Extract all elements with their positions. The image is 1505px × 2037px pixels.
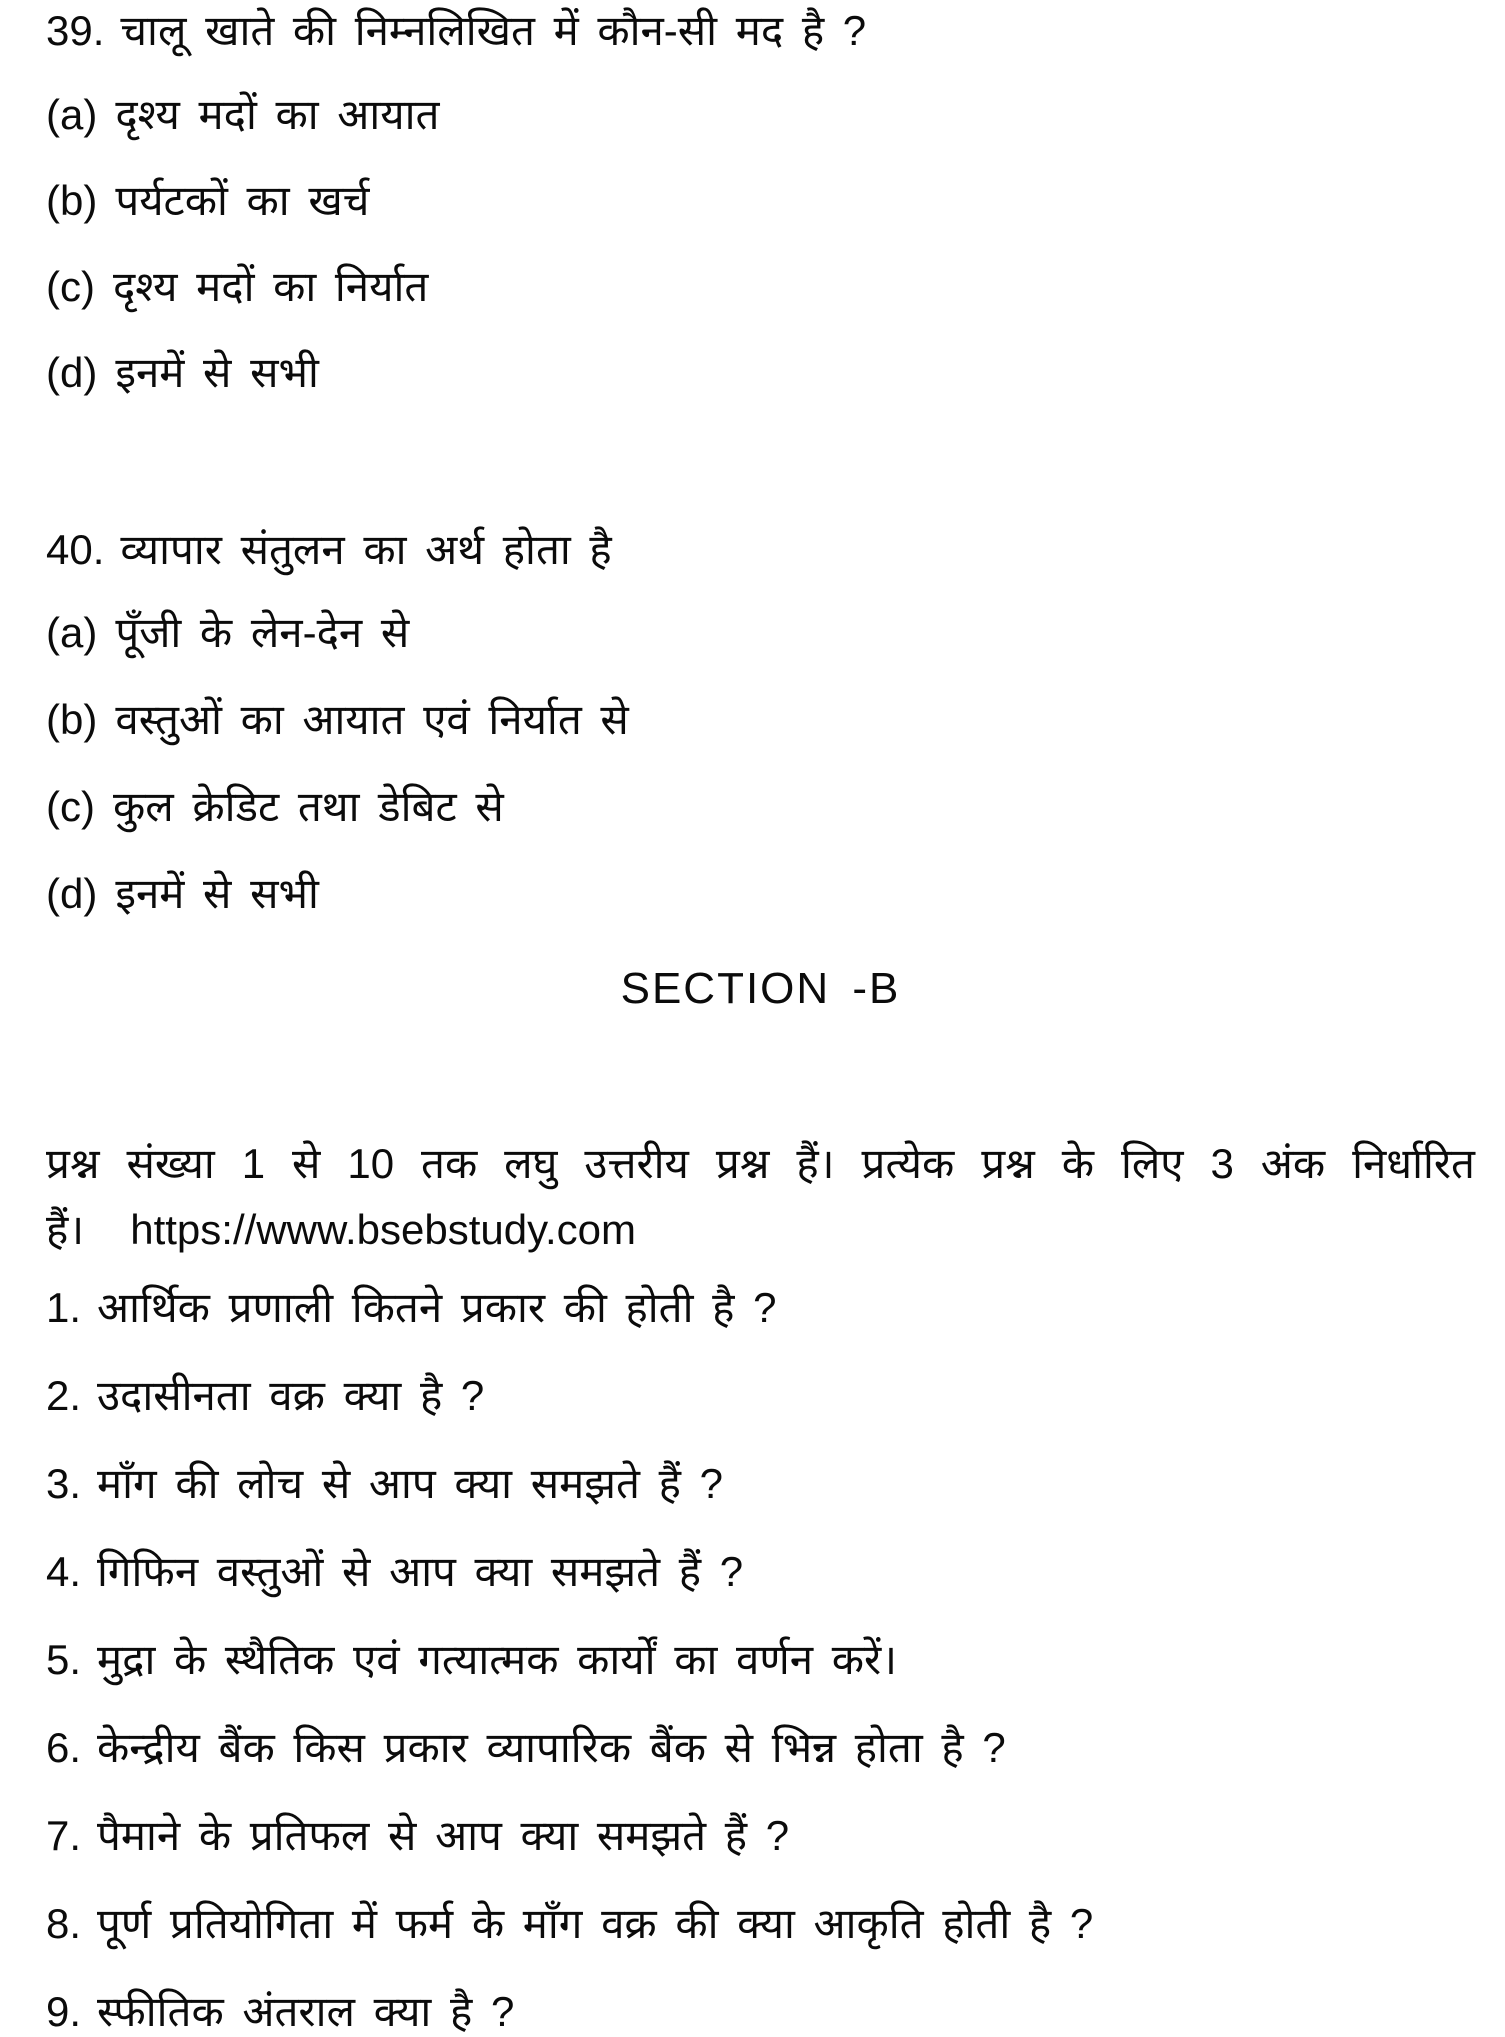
question-number: 5. bbox=[46, 1636, 82, 1683]
site-url-text: https://www.bsebstudy.com bbox=[130, 1206, 636, 1253]
question-39-option-d bbox=[46, 348, 1475, 398]
question-number: 2. bbox=[46, 1372, 82, 1419]
section-heading: SECTION -B bbox=[620, 964, 901, 1013]
option-text: इनमें से सभी bbox=[115, 349, 319, 396]
short-question-8 bbox=[46, 1899, 1475, 1949]
option-label: (d) bbox=[46, 349, 98, 396]
short-question-6 bbox=[46, 1723, 1475, 1773]
question-39-option-a bbox=[46, 90, 1475, 140]
option-label: (a) bbox=[46, 91, 98, 138]
option-text: पूँजी के लेन-देन से bbox=[115, 609, 410, 656]
short-question-1 bbox=[46, 1283, 1475, 1333]
instructions-paragraph bbox=[46, 1131, 1475, 1263]
question-number: 7. bbox=[46, 1812, 82, 1859]
question-number: 8. bbox=[46, 1900, 82, 1947]
question-text: पैमाने के प्रतिफल से आप क्या समझते हैं ? bbox=[97, 1812, 790, 1859]
question-number: 1. bbox=[46, 1284, 82, 1331]
question-40-option-a bbox=[46, 608, 1475, 658]
question-40-option-d bbox=[46, 869, 1475, 919]
question-39 bbox=[46, 6, 1475, 56]
question-40-option-c bbox=[46, 782, 1475, 832]
short-question-9 bbox=[46, 1987, 1475, 2037]
question-number: 40. bbox=[46, 526, 105, 573]
question-40 bbox=[46, 525, 1475, 575]
question-39-option-b bbox=[46, 176, 1475, 226]
question-text: व्यापार संतुलन का अर्थ होता है bbox=[120, 526, 612, 573]
question-text: उदासीनता वक्र क्या है ? bbox=[97, 1372, 485, 1419]
instructions-line2-text: हैं। bbox=[46, 1206, 85, 1253]
question-number: 6. bbox=[46, 1724, 82, 1771]
option-label: (c) bbox=[46, 263, 95, 310]
instructions-line2 bbox=[46, 1197, 1475, 1263]
option-label: (c) bbox=[46, 783, 95, 830]
question-number: 3. bbox=[46, 1460, 82, 1507]
option-text: दृश्य मदों का आयात bbox=[115, 91, 440, 138]
question-number: 39. bbox=[46, 7, 105, 54]
question-40-option-b bbox=[46, 695, 1475, 745]
short-question-3 bbox=[46, 1459, 1475, 1509]
short-question-7 bbox=[46, 1811, 1475, 1861]
question-number: 4. bbox=[46, 1548, 82, 1595]
question-text: स्फीतिक अंतराल क्या है ? bbox=[97, 1988, 515, 2035]
option-text: कुल क्रेडिट तथा डेबिट से bbox=[112, 783, 504, 830]
question-text: चालू खाते की निम्नलिखित में कौन-सी मद है ? bbox=[120, 7, 867, 54]
option-label: (d) bbox=[46, 870, 98, 917]
option-text: इनमें से सभी bbox=[115, 870, 319, 917]
question-text: मुद्रा के स्थैतिक एवं गत्यात्मक कार्यों का वर्णन करें। bbox=[97, 1636, 898, 1683]
option-text: वस्तुओं का आयात एवं निर्यात से bbox=[115, 696, 629, 743]
option-label: (b) bbox=[46, 177, 98, 224]
option-label: (b) bbox=[46, 696, 98, 743]
question-number: 9. bbox=[46, 1988, 82, 2035]
option-text: दृश्य मदों का निर्यात bbox=[112, 263, 429, 310]
question-text: आर्थिक प्रणाली कितने प्रकार की होती है ? bbox=[97, 1284, 777, 1331]
short-question-4 bbox=[46, 1547, 1475, 1597]
instructions-line1: प्रश्न संख्या 1 से 10 तक लघु उत्तरीय प्रश्न हैं। प्रत्येक प्रश्न के लिए 3 अंक निर्धारित bbox=[46, 1140, 1475, 1187]
question-text: गिफिन वस्तुओं से आप क्या समझते हैं ? bbox=[97, 1548, 744, 1595]
short-question-2 bbox=[46, 1371, 1475, 1421]
option-label: (a) bbox=[46, 609, 98, 656]
question-text: माँग की लोच से आप क्या समझते हैं ? bbox=[97, 1460, 723, 1507]
short-question-5 bbox=[46, 1635, 1475, 1685]
option-text: पर्यटकों का खर्च bbox=[115, 177, 370, 224]
question-text: पूर्ण प्रतियोगिता में फर्म के माँग वक्र की क्या आकृति होती है ? bbox=[97, 1900, 1094, 1947]
question-39-option-c bbox=[46, 262, 1475, 312]
question-text: केन्द्रीय बैंक किस प्रकार व्यापारिक बैंक से भिन्न होता है ? bbox=[97, 1724, 1006, 1771]
